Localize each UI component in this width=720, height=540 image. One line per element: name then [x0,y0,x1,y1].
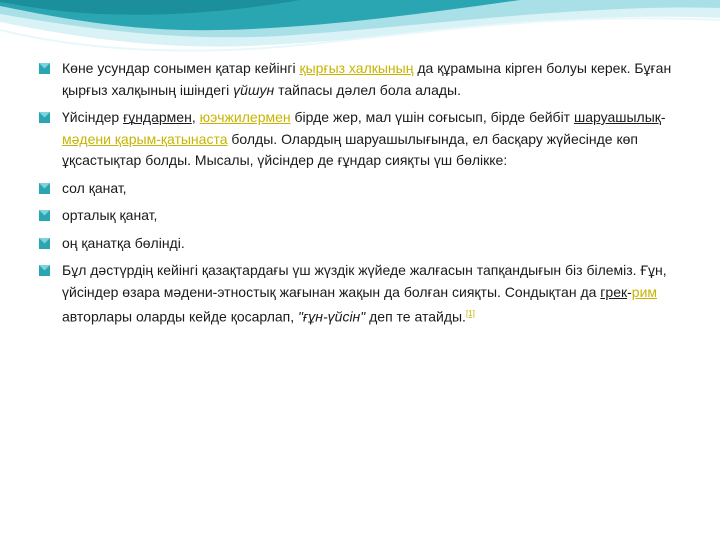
link-kyrgyz-people[interactable]: қырғыз халкының [299,60,414,76]
list-item-text: оң қанатқа бөлінді. [62,234,185,251]
bullet-list [36,58,676,328]
link-economy[interactable]: шаруашылық [573,109,661,125]
slide-body [36,58,676,334]
text-segment: - [627,283,632,300]
list-item-text: сол қанат, [62,179,127,196]
link-yuezhi[interactable]: юэчжилермен [199,109,291,125]
bullet-icon [39,238,50,249]
emphasis-text: үйшун [233,81,275,98]
footnote-reference-link[interactable]: [1] [465,309,475,318]
list-item [36,233,676,255]
list-item [36,205,676,227]
text-segment: тайпасы дәлел бола алады. [274,81,462,98]
text-segment: болды. Олардың шаруашылығында, ел басқару жүйесінде көп ұқсастықтар болды. Мысалы, үйсіндер де ғұндар сияқты үш бөлікке: [62,130,638,168]
bullet-icon [39,183,50,194]
text-segment: да құрамына кірген болуы керек. Бұған қырғыз халқының ішіндегі [62,60,672,98]
list-item [36,107,676,172]
list-item [36,260,676,328]
link-roman[interactable]: рим [631,283,658,300]
bullet-icon [39,63,50,74]
link-greek[interactable]: грек [600,283,628,300]
bullet-icon [39,210,50,221]
text-segment: деп те атайды. [365,308,466,325]
link-huns[interactable]: ғұндармен [123,109,192,125]
text-segment: Үйсіндер [62,109,124,125]
bullet-icon [39,265,50,276]
list-item [36,178,676,200]
text-segment: авторлары оларды кейде қосарлап, [62,308,299,325]
bullet-icon [39,112,50,123]
text-segment: , [191,109,200,125]
text-segment: - [660,109,666,125]
link-cultural-relations[interactable]: мәдени қарым-қатынаста [62,130,228,147]
emphasis-text: "ғұн-үйсін" [298,308,366,325]
text-segment: Көне усундар сонымен қатар кейінгі [62,60,300,76]
list-item-text: орталық қанат, [62,207,158,223]
text-segment: Бұл дәстүрдің кейінгі қазақтардағы үш жүздік жүйеде жалғасын тапқандығын біз білеміз. Ғұн, үйсіндер өзара мәдени-этностық жағынан жақын да болған сияқты. Сондықтан да [62,262,667,300]
list-item [36,58,676,101]
text-segment: бірде жер, мал үшін соғысып, бірде бейбіт [290,109,574,125]
